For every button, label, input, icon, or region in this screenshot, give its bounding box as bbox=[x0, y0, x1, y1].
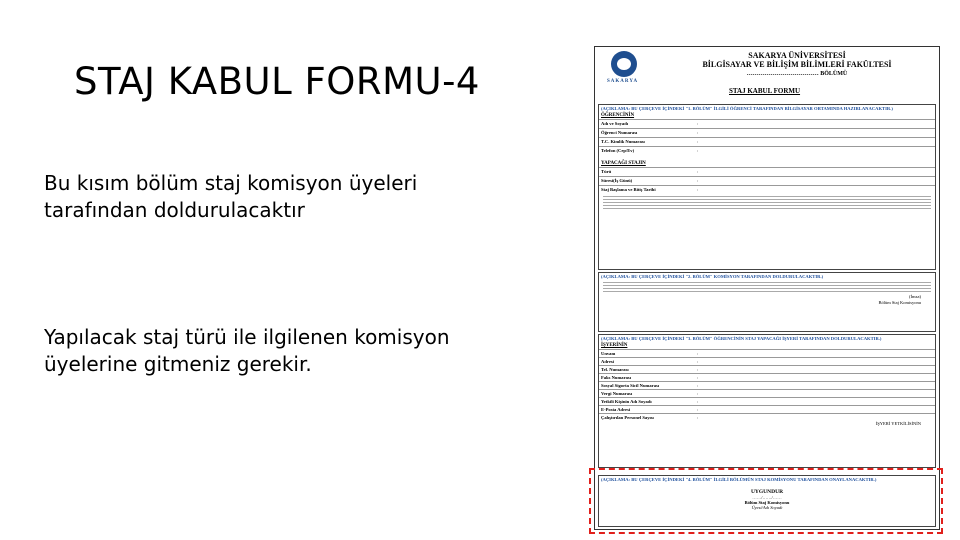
section-1-heading: (AÇIKLAMA: BU ÇERÇEVE İÇİNDEKİ "1. BÖLÜM" İLGİLİ ÖĞRENCİ TARAFINDAN BİLGİSAYAR ORTAMINDA HAZIRLANACAKTIR.) bbox=[601, 106, 893, 111]
paragraph-1-line-2: tarafından doldurulacaktır bbox=[44, 198, 305, 222]
section-2-heading: (AÇIKLAMA: BU ÇERÇEVE İÇİNDEKİ "2. BÖLÜM" KOMİSYON TARAFINDAN DOLDURULACAKTIR.) bbox=[601, 274, 824, 279]
form-row: Çalıştırılan Personel Sayısı : bbox=[599, 413, 935, 421]
instruction-paragraph-1 bbox=[44, 170, 417, 224]
commission-signature-line-2: Bölüm Staj Komisyonu bbox=[878, 300, 921, 306]
student-subheading: ÖĞRENCİNİN bbox=[601, 113, 635, 119]
commission-signature-line-1: (İmza) bbox=[909, 294, 921, 300]
paragraph-2-line-2: üyelerine gitmeniz gerekir. bbox=[44, 352, 312, 376]
department-name: ……………………………… BÖLÜMÜ bbox=[746, 71, 848, 77]
university-name: SAKARYA ÜNİVERSİTESİ bbox=[748, 51, 846, 60]
form-section-3 bbox=[598, 334, 936, 468]
approval-commission: Bölüm Staj Komisyonu bbox=[744, 500, 790, 506]
highlight-box bbox=[589, 468, 943, 534]
section-3-heading: (AÇIKLAMA: BU ÇERÇEVE İÇİNDEKİ "3. BÖLÜM" ÖĞRENCİNİN STAJ YAPACAĞI İŞYERİ TARAFINDAN DOLDURULACAKTIR.) bbox=[601, 336, 882, 341]
faculty-name: BİLGİSAYAR VE BİLİŞİM BİLİMLERİ FAKÜLTESİ bbox=[702, 60, 892, 69]
form-row: E-Posta Adresi : bbox=[599, 405, 935, 413]
section-4-heading: (AÇIKLAMA: BU ÇERÇEVE İÇİNDEKİ "4. BÖLÜM" İLGİLİ BÖLÜMÜN STAJ KOMİSYONU TARAFINDAN ONAYLANACAKTIR.) bbox=[601, 477, 877, 482]
internship-form-image bbox=[594, 46, 940, 530]
paragraph-2-line-1: Yapılacak staj türü ile ilgilenen komisyon bbox=[44, 325, 450, 349]
form-row: Türü : bbox=[599, 167, 935, 176]
paragraph-1-line-1: Bu kısım bölüm staj komisyon üyeleri bbox=[44, 171, 418, 195]
form-row: Öğrenci Numarası : bbox=[599, 128, 935, 137]
approval-date: ……/……/…… bbox=[752, 495, 782, 501]
approval-member: Üyesi/Adı Soyadı bbox=[751, 505, 783, 511]
form-row: Sosyal Sigorta Sicil Numarası : bbox=[599, 381, 935, 389]
company-subheading: İŞYERİNİN bbox=[601, 343, 628, 349]
form-row: Adresi : bbox=[599, 357, 935, 365]
company-signature-line-1: İŞYERİ YETKİLİSİNİN bbox=[875, 421, 921, 427]
form-row: Tel. Numarası : bbox=[599, 365, 935, 373]
logo-text: SAKARYA bbox=[607, 79, 639, 84]
form-row: Staj Başlama ve Bitiş Tarihi : bbox=[599, 185, 935, 194]
form-title: STAJ KABUL FORMU bbox=[729, 87, 801, 95]
form-row: Yetkili Kişinin Adı Soyadı : bbox=[599, 397, 935, 405]
instruction-paragraph-2 bbox=[44, 324, 450, 378]
form-row: Faks Numarası : bbox=[599, 373, 935, 381]
form-row: Süresi(İş Günü) : bbox=[599, 176, 935, 185]
form-section-1 bbox=[598, 104, 936, 270]
form-row: T.C. Kimlik Numarası : bbox=[599, 137, 935, 146]
form-row: Vergi Numarası : bbox=[599, 389, 935, 397]
form-row: Unvanı : bbox=[599, 349, 935, 357]
internship-subheading: YAPACAĞI STAJIN bbox=[601, 161, 646, 167]
form-section-2 bbox=[598, 272, 936, 332]
form-row: Adı ve Soyadı : bbox=[599, 119, 935, 128]
slide-title: STAJ KABUL FORMU-4 bbox=[74, 60, 480, 103]
form-row: Telefon (Cep/Ev) : bbox=[599, 146, 935, 155]
approval-label: UYGUNDUR bbox=[750, 489, 784, 496]
